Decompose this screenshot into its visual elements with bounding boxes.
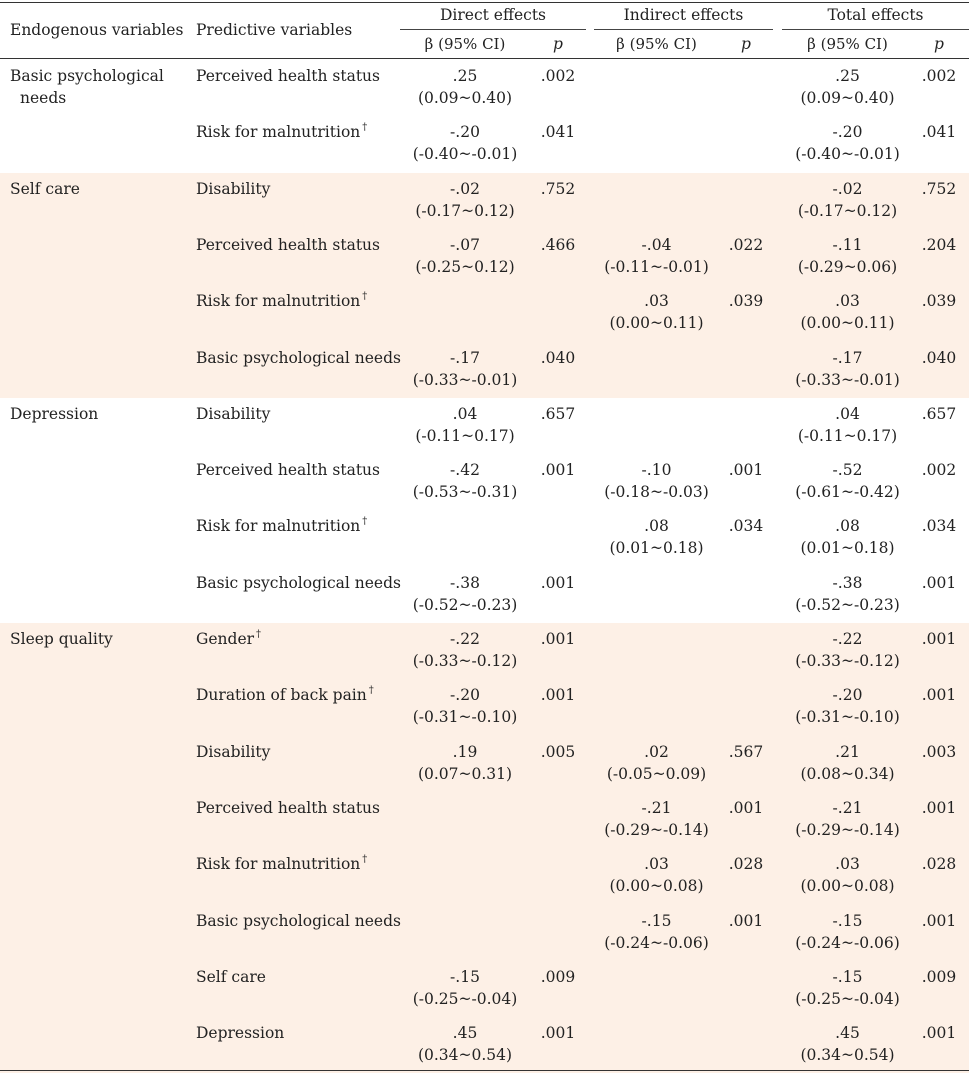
predictive-variable bbox=[196, 797, 380, 819]
total-ci: (-0.29~0.06) bbox=[797, 257, 898, 276]
indirect-p-value: .039 bbox=[728, 292, 764, 311]
header-indirect-beta: β (95% CI) bbox=[616, 35, 697, 53]
indirect-beta: .02 bbox=[644, 742, 669, 761]
predictive-variable-label: Risk for malnutrition bbox=[196, 292, 361, 311]
total-beta: -.02 bbox=[832, 179, 863, 198]
direct-beta: -.20 bbox=[450, 686, 480, 705]
predictive-variable-label: Risk for malnutrition bbox=[196, 517, 361, 536]
total-p-value: .028 bbox=[921, 855, 957, 874]
indirect-p-value: .022 bbox=[728, 235, 764, 254]
header-indirect-p: p bbox=[741, 35, 751, 53]
indirect-ci: (-0.29~-0.14) bbox=[604, 820, 709, 839]
predictive-variable-label: Disability bbox=[196, 742, 271, 761]
total-ci: (-0.33~-0.12) bbox=[795, 652, 900, 670]
predictive-variable-label: Risk for malnutrition bbox=[196, 123, 361, 142]
header-endogenous: Endogenous variables bbox=[10, 21, 184, 39]
indirect-ci: (0.01~0.18) bbox=[609, 539, 704, 558]
total-ci: (-0.40~-0.01) bbox=[795, 145, 900, 164]
dagger-mark: † bbox=[362, 122, 368, 134]
predictive-variable-label: Disability bbox=[196, 179, 271, 198]
predictive-variable-label: Gender bbox=[196, 630, 255, 648]
header-predictive: Predictive variables bbox=[196, 21, 353, 39]
total-p-value: .002 bbox=[921, 461, 957, 480]
direct-p-value: .002 bbox=[540, 67, 576, 85]
indirect-beta: .03 bbox=[644, 292, 669, 311]
direct-beta: .04 bbox=[452, 404, 478, 423]
total-beta: -.20 bbox=[832, 686, 863, 705]
total-p-value: .002 bbox=[921, 67, 957, 85]
header-direct-p: p bbox=[553, 35, 563, 53]
predictive-variable bbox=[196, 234, 380, 256]
header-indirect-effects: Indirect effects bbox=[623, 6, 744, 24]
total-ci: (-0.24~-0.06) bbox=[795, 933, 900, 952]
direct-p-value: .466 bbox=[540, 235, 576, 254]
total-ci: (0.01~0.18) bbox=[800, 539, 895, 558]
indirect-p-value: .034 bbox=[728, 517, 764, 536]
predictive-variable bbox=[196, 741, 270, 763]
total-p-value: .039 bbox=[921, 292, 957, 311]
total-p-value: .752 bbox=[921, 179, 957, 198]
direct-ci: (-0.31~-0.10) bbox=[412, 708, 518, 727]
predictive-variable-label: Perceived health status bbox=[196, 798, 380, 817]
indirect-p-value: .028 bbox=[728, 855, 764, 874]
predictive-variable-label: Perceived health status bbox=[196, 67, 380, 85]
predictive-variable bbox=[196, 515, 367, 537]
direct-p-value: .001 bbox=[540, 1024, 576, 1043]
direct-ci: (-0.33~-0.12) bbox=[412, 652, 518, 670]
indirect-ci: (-0.24~-0.06) bbox=[604, 933, 709, 952]
endogenous-variable: Self care bbox=[10, 179, 80, 198]
total-p-value: .657 bbox=[921, 404, 957, 423]
header-total-beta: β (95% CI) bbox=[807, 35, 888, 53]
total-p-value: .001 bbox=[921, 686, 957, 705]
direct-beta: -.02 bbox=[450, 179, 480, 198]
predictive-variable bbox=[196, 121, 367, 143]
indirect-p-value: .001 bbox=[728, 911, 764, 930]
predictive-variable-label: Basic psychological needs bbox=[196, 573, 401, 592]
direct-ci: (-0.52~-0.23) bbox=[412, 595, 518, 614]
direct-beta: -.38 bbox=[450, 573, 480, 592]
indirect-beta: -.04 bbox=[641, 235, 672, 254]
predictive-variable-label: Self care bbox=[196, 967, 266, 986]
indirect-beta: .03 bbox=[644, 855, 669, 874]
direct-p-value: .001 bbox=[540, 686, 576, 705]
dagger-mark: † bbox=[362, 516, 368, 528]
dagger-mark: † bbox=[368, 685, 374, 697]
total-p-value: .001 bbox=[921, 911, 957, 930]
direct-p-value: .005 bbox=[540, 742, 576, 761]
total-p-value: .001 bbox=[921, 798, 957, 817]
predictive-variable-label: Basic psychological needs bbox=[196, 911, 401, 930]
total-beta: .08 bbox=[835, 517, 860, 536]
direct-p-value: .001 bbox=[540, 630, 576, 648]
total-beta: -.15 bbox=[832, 911, 863, 930]
direct-p-value: .001 bbox=[540, 461, 576, 480]
direct-beta: .19 bbox=[452, 742, 478, 761]
bottom-rule bbox=[0, 1070, 969, 1071]
header-total-p: p bbox=[934, 35, 944, 53]
total-beta: -.22 bbox=[832, 630, 863, 648]
total-beta: .45 bbox=[835, 1024, 860, 1043]
predictive-variable-label: Depression bbox=[196, 1024, 285, 1043]
total-p-value: .034 bbox=[921, 517, 957, 536]
total-beta: -.15 bbox=[832, 967, 863, 986]
total-ci: (0.34~0.54) bbox=[800, 1046, 895, 1065]
predictive-variable bbox=[196, 290, 367, 312]
total-p-value: .001 bbox=[921, 573, 957, 592]
direct-beta: .45 bbox=[452, 1024, 478, 1043]
predictive-variable bbox=[196, 910, 401, 932]
total-beta: -.20 bbox=[832, 123, 863, 142]
total-ci: (-0.33~-0.01) bbox=[795, 370, 900, 389]
total-ci: (-0.17~0.12) bbox=[797, 201, 898, 220]
top-rule bbox=[0, 2, 969, 3]
predictive-variable bbox=[196, 178, 270, 200]
total-beta: .25 bbox=[835, 67, 860, 85]
total-ci: (-0.11~0.17) bbox=[797, 426, 898, 445]
total-ci: (-0.61~-0.42) bbox=[795, 483, 900, 502]
direct-beta: -.42 bbox=[450, 461, 480, 480]
direct-beta: -.22 bbox=[450, 630, 480, 648]
total-beta: .03 bbox=[835, 292, 860, 311]
predictive-variable-label: Duration of back pain bbox=[196, 686, 367, 705]
indirect-ci: (0.00~0.08) bbox=[609, 877, 704, 896]
total-ci: (0.09~0.40) bbox=[800, 89, 895, 107]
indirect-ci: (-0.18~-0.03) bbox=[604, 483, 709, 502]
indirect-p-value: .567 bbox=[728, 742, 764, 761]
indirect-p-value: .001 bbox=[728, 798, 764, 817]
predictive-variable bbox=[196, 853, 367, 875]
direct-beta: -.07 bbox=[450, 235, 480, 254]
endogenous-variable: Basic psychological bbox=[10, 67, 164, 85]
direct-beta: -.15 bbox=[450, 967, 480, 986]
direct-p-value: .657 bbox=[540, 404, 576, 423]
direct-ci: (-0.25~0.12) bbox=[415, 257, 515, 276]
direct-beta: -.17 bbox=[450, 348, 480, 367]
direct-p-value: .040 bbox=[540, 348, 576, 367]
indirect-beta: -.15 bbox=[641, 911, 672, 930]
predictive-variable-label: Perceived health status bbox=[196, 235, 380, 254]
direct-p-value: .009 bbox=[540, 967, 576, 986]
direct-ci: (0.07~0.31) bbox=[417, 764, 513, 783]
total-ci: (-0.52~-0.23) bbox=[795, 595, 900, 614]
total-p-value: .040 bbox=[921, 348, 957, 367]
indirect-ci: (-0.05~0.09) bbox=[606, 764, 707, 783]
total-ci: (-0.25~-0.04) bbox=[795, 989, 900, 1008]
dagger-mark: † bbox=[256, 629, 262, 640]
direct-ci: (-0.17~0.12) bbox=[415, 201, 515, 220]
direct-p-value: .752 bbox=[540, 179, 576, 198]
endogenous-variable: Depression bbox=[10, 404, 99, 423]
direct-p-value: .001 bbox=[540, 573, 576, 592]
total-ci: (0.00~0.11) bbox=[800, 314, 895, 333]
direct-p-value: .041 bbox=[540, 123, 576, 142]
total-beta: .04 bbox=[835, 404, 860, 423]
indirect-p-value: .001 bbox=[728, 461, 764, 480]
direct-ci: (0.34~0.54) bbox=[417, 1046, 513, 1065]
direct-ci: (-0.53~-0.31) bbox=[412, 483, 518, 502]
direct-ci: (0.09~0.40) bbox=[417, 89, 513, 107]
indirect-beta: -.21 bbox=[641, 798, 672, 817]
predictive-variable bbox=[196, 347, 401, 369]
dagger-mark: † bbox=[362, 291, 368, 303]
total-ci: (-0.29~-0.14) bbox=[795, 820, 900, 839]
total-p-value: .204 bbox=[921, 235, 957, 254]
indirect-ci: (0.00~0.11) bbox=[609, 314, 704, 333]
indirect-effects-rule bbox=[594, 29, 773, 30]
direct-ci: (-0.11~0.17) bbox=[415, 426, 515, 445]
indirect-ci: (-0.11~-0.01) bbox=[604, 257, 709, 276]
predictive-variable bbox=[196, 628, 261, 650]
total-ci: (-0.31~-0.10) bbox=[795, 708, 900, 727]
predictive-variable bbox=[196, 1022, 284, 1044]
endogenous-variable-cont: needs bbox=[20, 89, 67, 107]
predictive-variable bbox=[196, 572, 401, 594]
header-direct-effects: Direct effects bbox=[439, 6, 547, 24]
direct-ci: (-0.40~-0.01) bbox=[412, 145, 518, 164]
predictive-variable bbox=[196, 459, 380, 481]
total-effects-rule bbox=[782, 29, 969, 30]
total-beta: -.11 bbox=[832, 235, 863, 254]
total-p-value: .009 bbox=[921, 967, 957, 986]
total-beta: .03 bbox=[835, 855, 860, 874]
predictive-variable-label: Perceived health status bbox=[196, 461, 380, 480]
total-beta: .21 bbox=[835, 742, 860, 761]
total-beta: -.52 bbox=[832, 461, 863, 480]
indirect-beta: .08 bbox=[644, 517, 669, 536]
total-beta: -.21 bbox=[832, 798, 863, 817]
predictive-variable bbox=[196, 966, 266, 988]
header-direct-beta: β (95% CI) bbox=[424, 35, 506, 53]
direct-ci: (-0.25~-0.04) bbox=[412, 989, 518, 1008]
total-beta: -.17 bbox=[832, 348, 863, 367]
header-bottom-rule bbox=[0, 58, 969, 59]
direct-beta: -.20 bbox=[450, 123, 480, 142]
total-p-value: .003 bbox=[921, 742, 957, 761]
predictive-variable-label: Disability bbox=[196, 404, 271, 423]
direct-beta: .25 bbox=[452, 67, 478, 85]
header-total-effects: Total effects bbox=[827, 6, 924, 24]
endogenous-variable: Sleep quality bbox=[10, 630, 113, 648]
total-beta: -.38 bbox=[832, 573, 863, 592]
indirect-beta: -.10 bbox=[641, 461, 672, 480]
dagger-mark: † bbox=[362, 854, 368, 866]
total-p-value: .041 bbox=[921, 123, 957, 142]
predictive-variable bbox=[196, 684, 374, 706]
predictive-variable bbox=[196, 403, 270, 425]
predictive-variable-label: Risk for malnutrition bbox=[196, 855, 361, 874]
total-ci: (0.08~0.34) bbox=[800, 764, 895, 783]
predictive-variable bbox=[196, 65, 380, 87]
predictive-variable-label: Basic psychological needs bbox=[196, 348, 401, 367]
direct-effects-rule bbox=[400, 29, 586, 30]
total-p-value: .001 bbox=[921, 630, 957, 648]
total-ci: (0.00~0.08) bbox=[800, 877, 895, 896]
direct-ci: (-0.33~-0.01) bbox=[412, 370, 518, 389]
total-p-value: .001 bbox=[921, 1024, 957, 1043]
